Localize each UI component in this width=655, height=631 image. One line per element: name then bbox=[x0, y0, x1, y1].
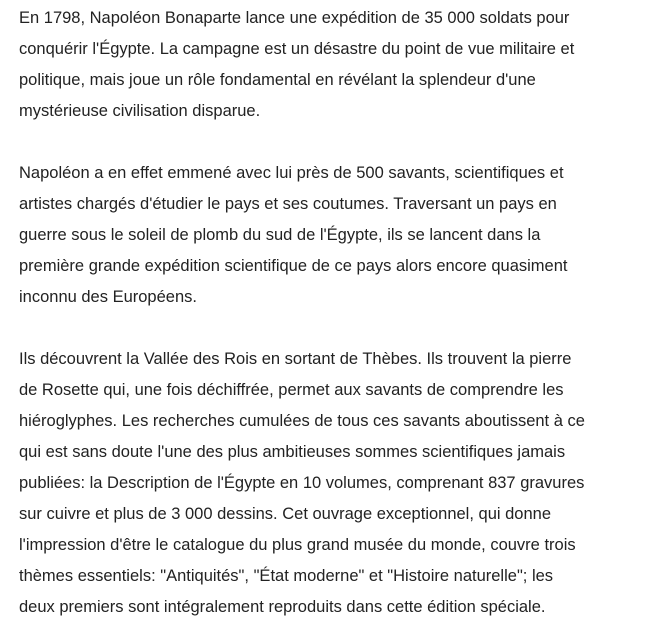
paragraph-line: sur cuivre et plus de 3 000 dessins. Cet ouvrage exceptionnel, qui donne bbox=[19, 505, 552, 523]
paragraph-line: conquérir l'Égypte. La campagne est un désastre du point de vue militaire et bbox=[19, 40, 575, 58]
paragraph-line: politique, mais joue un rôle fondamental en révélant la splendeur d'une bbox=[19, 71, 536, 89]
paragraph-line: hiéroglyphes. Les recherches cumulées de tous ces savants aboutissent à ce bbox=[19, 412, 585, 430]
paragraph-2 bbox=[19, 158, 645, 313]
paragraph-3 bbox=[19, 344, 645, 623]
paragraph-line: qui est sans doute l'une des plus ambitieuses sommes scientifiques jamais bbox=[19, 443, 566, 461]
paragraph-line: publiées: la Description de l'Égypte en 10 volumes, comprenant 837 gravures bbox=[19, 474, 585, 492]
paragraph-line: l'impression d'être le catalogue du plus grand musée du monde, couvre trois bbox=[19, 536, 576, 554]
paragraph-line: thèmes essentiels: "Antiquités", "État moderne" et "Histoire naturelle"; les bbox=[19, 567, 554, 585]
paragraph-line: deux premiers sont intégralement reproduits dans cette édition spéciale. bbox=[19, 598, 546, 616]
paragraph-1 bbox=[19, 3, 645, 127]
paragraph-line: Ils découvrent la Vallée des Rois en sortant de Thèbes. Ils trouvent la pierre bbox=[19, 350, 572, 368]
paragraph-line: guerre sous le soleil de plomb du sud de l'Égypte, ils se lancent dans la bbox=[19, 226, 541, 244]
paragraph-line: inconnu des Européens. bbox=[19, 288, 197, 306]
paragraph-line: mystérieuse civilisation disparue. bbox=[19, 102, 261, 120]
paragraph-line: artistes chargés d'étudier le pays et ses coutumes. Traversant un pays en bbox=[19, 195, 557, 213]
paragraph-line: En 1798, Napoléon Bonaparte lance une expédition de 35 000 soldats pour bbox=[19, 9, 570, 27]
paragraph-line: de Rosette qui, une fois déchiffrée, permet aux savants de comprendre les bbox=[19, 381, 564, 399]
paragraph-line: première grande expédition scientifique de ce pays alors encore quasiment bbox=[19, 257, 568, 275]
paragraph-line: Napoléon a en effet emmené avec lui près de 500 savants, scientifiques et bbox=[19, 164, 564, 182]
